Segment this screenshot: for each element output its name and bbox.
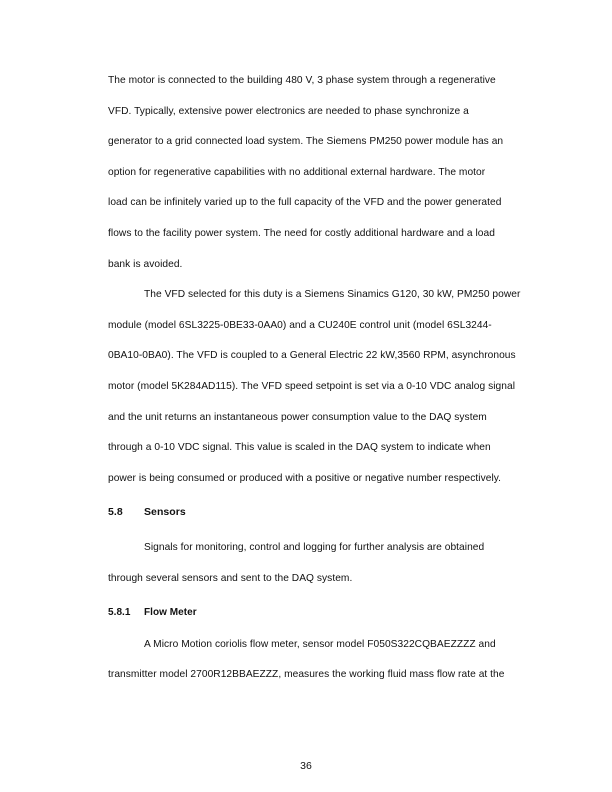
subsection-title: Flow Meter bbox=[144, 606, 197, 618]
text-line: option for regenerative capabilities with no additional external hardware. The motor bbox=[108, 166, 486, 178]
text-line: through several sensors and sent to the DAQ system. bbox=[108, 572, 353, 584]
text-line: generator to a grid connected load system. The Siemens PM250 power module has an bbox=[108, 136, 504, 148]
text-line: power is being consumed or produced with a positive or negative number respectively. bbox=[108, 472, 502, 484]
text-line: VFD. Typically, extensive power electronics are needed to phase synchronize a bbox=[108, 105, 469, 117]
text-line: The motor is connected to the building 480 V, 3 phase system through a regenerative bbox=[108, 75, 496, 86]
text-line: load can be infinitely varied up to the full capacity of the VFD and the power generated bbox=[108, 197, 502, 209]
text-line: and the unit returns an instantaneous power consumption value to the DAQ system bbox=[108, 411, 487, 423]
section-heading-sensors bbox=[108, 499, 544, 525]
page-number: 36 bbox=[300, 760, 312, 772]
subsection-heading-flow-meter bbox=[108, 600, 544, 626]
paragraph-regenerative-vfd bbox=[108, 66, 544, 280]
text-line: transmitter model 2700R12BBAEZZZ, measures the working fluid mass flow rate at the bbox=[108, 669, 505, 681]
section-number: 5.8 bbox=[108, 506, 123, 519]
section-title: Sensors bbox=[144, 506, 186, 519]
paragraph-flow-meter bbox=[108, 630, 544, 691]
text-line: The VFD selected for this duty is a Siemens Sinamics G120, 30 kW, PM250 power bbox=[144, 289, 521, 301]
text-line: A Micro Motion coriolis flow meter, sensor model F050S322CQBAEZZZZ and bbox=[144, 638, 496, 650]
text-line: flows to the facility power system. The need for costly additional hardware and a load bbox=[108, 227, 495, 239]
text-line: Signals for monitoring, control and logging for further analysis are obtained bbox=[144, 542, 485, 554]
text-line: bank is avoided. bbox=[108, 258, 183, 270]
text-line: module (model 6SL3225-0BE33-0AA0) and a CU240E control unit (model 6SL3244- bbox=[108, 319, 492, 331]
text-line: through a 0-10 VDC signal. This value is scaled in the DAQ system to indicate when bbox=[108, 442, 491, 454]
text-line: 0BA10-0BA0). The VFD is coupled to a General Electric 22 kW,3560 RPM, asynchronous bbox=[108, 350, 516, 362]
paragraph-sensors bbox=[108, 533, 544, 594]
paragraph-vfd-selection bbox=[108, 280, 544, 494]
subsection-number: 5.8.1 bbox=[108, 606, 131, 618]
text-line: motor (model 5K284AD115). The VFD speed setpoint is set via a 0-10 VDC analog signal bbox=[108, 380, 516, 392]
page-content bbox=[108, 66, 544, 691]
